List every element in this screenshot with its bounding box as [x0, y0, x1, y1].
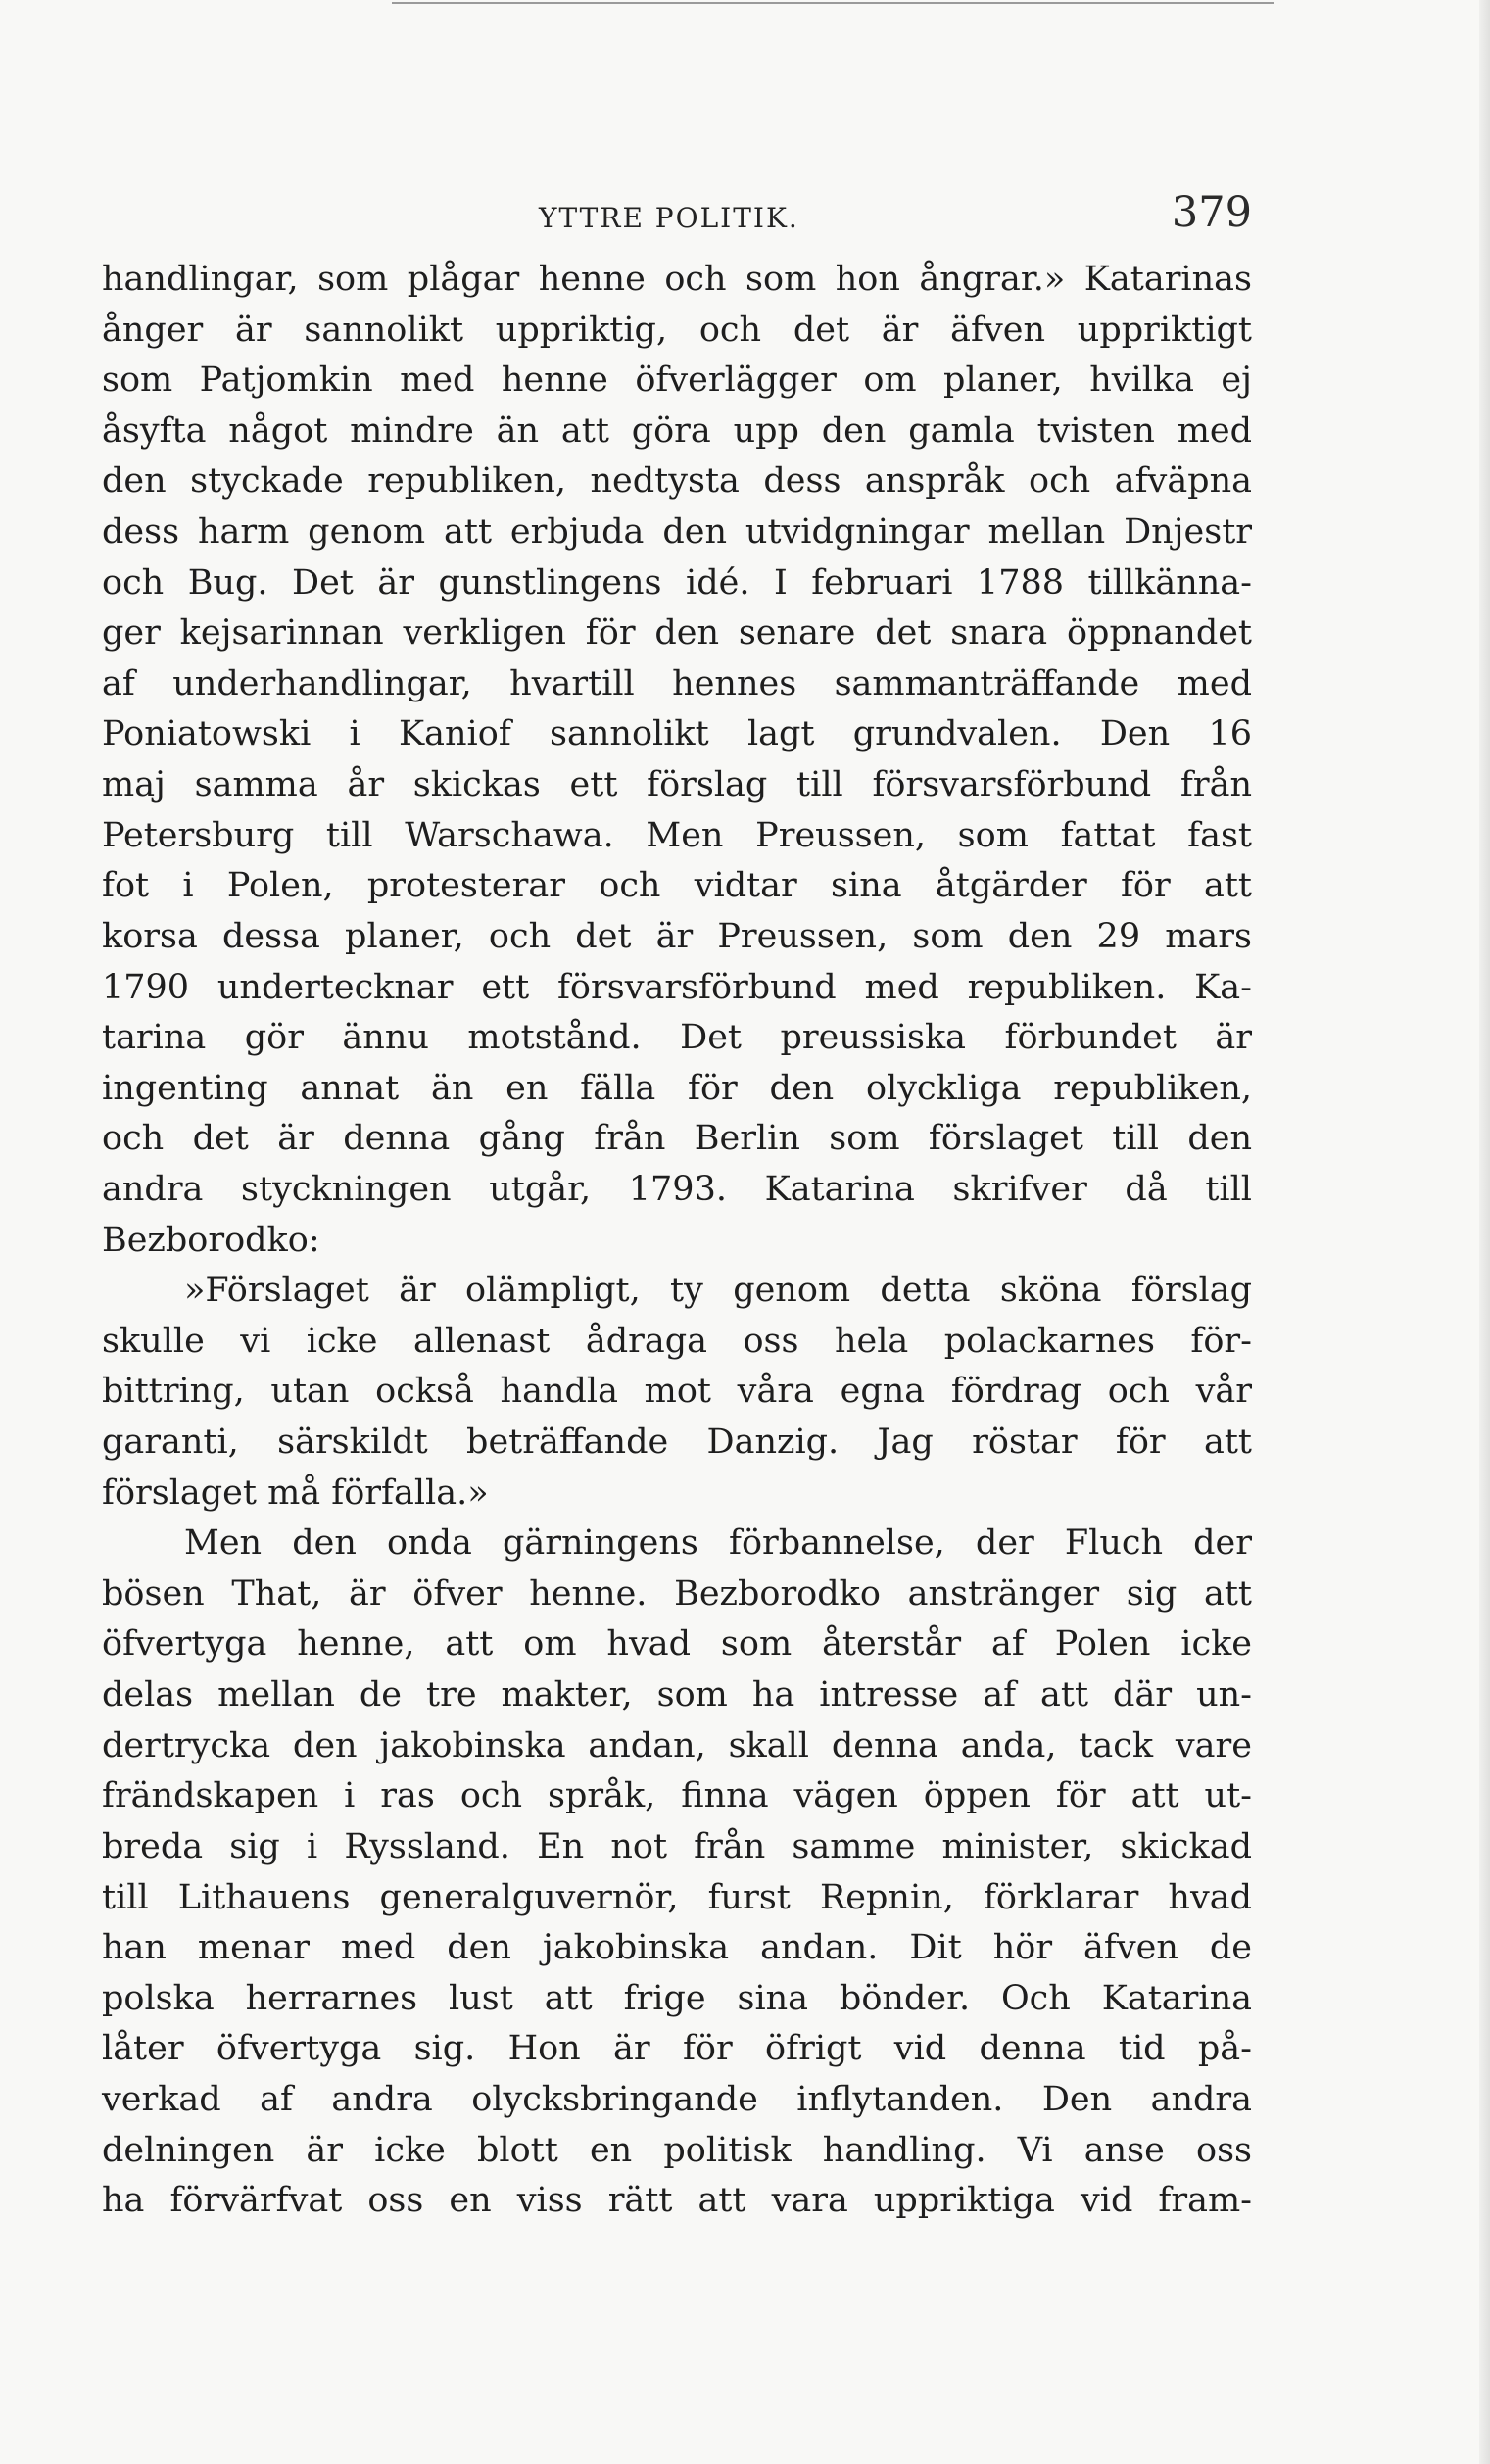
text-line: handlingar, som plågar henne och som hon ångrar.» Katarinas — [102, 260, 1252, 299]
text-line: dess harm genom att erbjuda den utvidgningar mellan Dnjestr — [102, 512, 1252, 553]
text-line: och Bug. Det är gunstlingens idé. I februari 1788 tillkänna- — [102, 562, 1252, 603]
text-line: han menar med den jakobinska andan. Dit hör äfven de — [102, 1928, 1252, 1968]
page-edge-rule — [392, 2, 1274, 4]
text-line: maj samma år skickas ett förslag till försvarsförbund från — [102, 765, 1252, 805]
text-line: polska herrarnes lust att frige sina bönder. Och Katarina — [102, 1978, 1252, 2018]
text-line: ånger är sannolikt uppriktig, och det är äfven uppriktigt — [102, 310, 1252, 350]
text-line: åsyfta något mindre än att göra upp den gamla tvisten med — [102, 411, 1252, 451]
text-line: ger kejsarinnan verkligen för den senare det snara öppnandet — [102, 613, 1252, 653]
quote-line: förslaget må förfalla.» — [102, 1473, 489, 1513]
text-line: låter öfvertyga sig. Hon är för öfrigt vid denna tid på- — [102, 2029, 1252, 2069]
text-line: breda sig i Ryssland. En not från samme minister, skickad — [102, 1826, 1252, 1866]
quote-line: bittring, utan också handla mot våra egna fördrag och vår — [102, 1372, 1252, 1412]
text-line: öfvertyga henne, att om hvad som återstår af Polen icke — [102, 1624, 1252, 1665]
text-line: frändskapen i ras och språk, finna vägen öppen för att ut- — [102, 1776, 1252, 1816]
text-line: som Patjomkin med henne öfverlägger om planer, hvilka ej — [102, 361, 1252, 401]
body-text — [102, 255, 1252, 2227]
page-number: 379 — [1171, 188, 1252, 237]
text-line: verkad af andra olycksbringande inflytanden. Den andra — [102, 2079, 1252, 2119]
text-line: af underhandlingar, hvartill hennes sammanträffande med — [102, 663, 1252, 703]
text-line: dertrycka den jakobinska andan, skall denna anda, tack vare — [102, 1725, 1252, 1765]
running-title: YTTRE POLITIK. — [539, 202, 799, 234]
page-header — [98, 188, 1252, 243]
text-line: delas mellan de tre makter, som ha intresse af att där un- — [102, 1675, 1252, 1715]
text-line: tarina gör ännu motstånd. Det preussiska förbundet är — [102, 1018, 1252, 1058]
text-line: 1790 undertecknar ett försvarsförbund med republiken. Ka- — [102, 967, 1252, 1007]
text-line: bösen That, är öfver henne. Bezborodko anstränger sig att — [102, 1573, 1252, 1614]
text-line: till Lithauens generalguvernör, furst Repnin, förklarar hvad — [102, 1877, 1252, 1917]
text-line: ingenting annat än en fälla för den olyckliga republiken, — [102, 1068, 1252, 1108]
text-line: korsa dessa planer, och det är Preussen, som den 29 mars — [102, 916, 1252, 956]
text-line: Petersburg till Warschawa. Men Preussen, som fattat fast — [102, 815, 1252, 855]
quote-line: garanti, särskildt beträffande Danzig. Jag röstar för att — [102, 1423, 1252, 1463]
text-line: fot i Polen, protesterar och vidtar sina åtgärder för att — [102, 866, 1252, 906]
text-line: Men den onda gärningens förbannelse, der Fluch der — [184, 1523, 1252, 1564]
text-line: ha förvärfvat oss en viss rätt att vara uppriktiga vid fram- — [102, 2181, 1252, 2221]
page-edge-shadow — [1479, 0, 1490, 2464]
text-line: den styckade republiken, nedtysta dess anspråk och afväpna — [102, 461, 1252, 502]
quote-line: »Förslaget är olämpligt, ty genom detta sköna förslag — [184, 1271, 1252, 1311]
quote-line: skulle vi icke allenast ådraga oss hela polackarnes för- — [102, 1321, 1252, 1361]
text-line: och det är denna gång från Berlin som förslaget till den — [102, 1119, 1252, 1159]
text-line: Bezborodko: — [102, 1220, 320, 1260]
text-line: delningen är icke blott en politisk handling. Vi anse oss — [102, 2130, 1252, 2170]
text-line: andra styckningen utgår, 1793. Katarina skrifver då till — [102, 1169, 1252, 1209]
text-line: Poniatowski i Kaniof sannolikt lagt grundvalen. Den 16 — [102, 714, 1252, 754]
